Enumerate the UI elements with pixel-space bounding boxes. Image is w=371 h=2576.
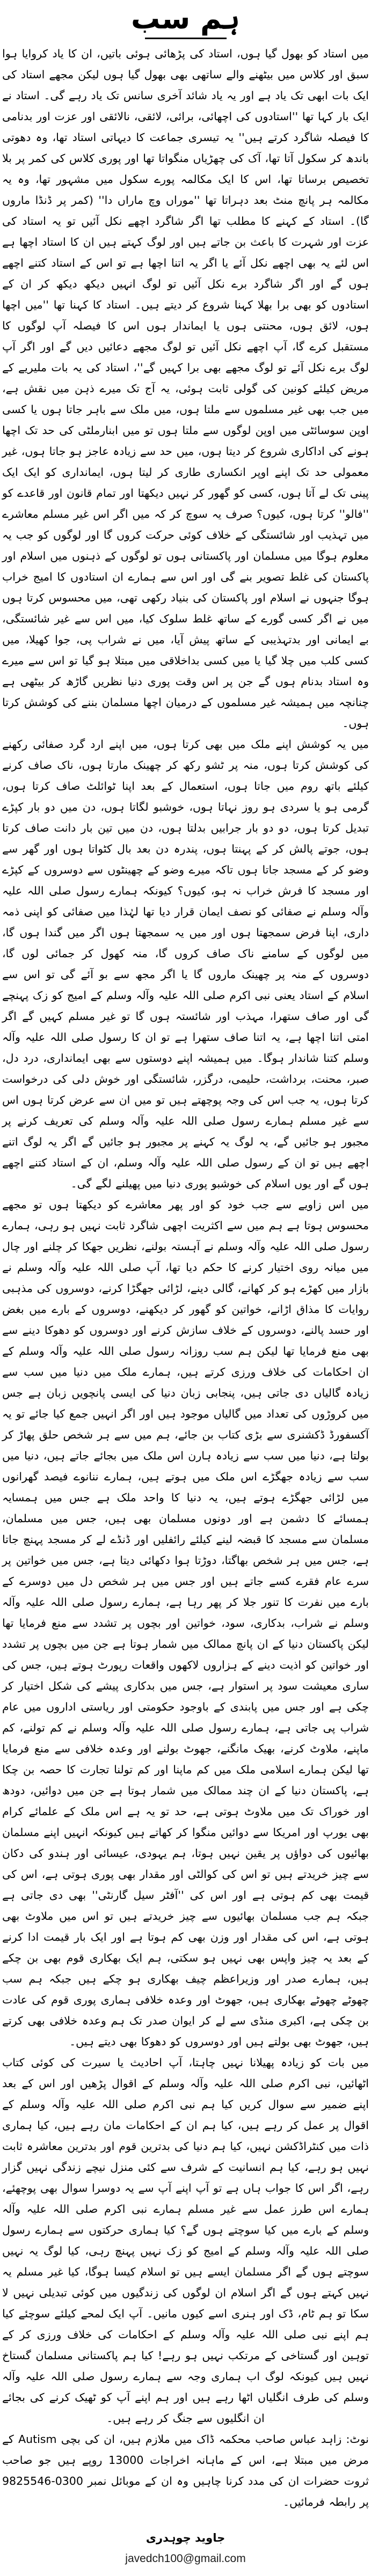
article-paragraph-2: میں یہ کوشش اپنے ملک میں بھی کرتا ہوں، میں اپنے ارد گرد صفائی رکھنے کی کوشش کرتا ہوں، منہ پر ٹشو رکھ کر چھینک مارتا ہوں، ناک صاف کرنے کیلئے باتھ روم میں جاتا ہوں، استعمال کے بعد اپنا ٹوائلٹ صاف کرتا ہوں، گرمی ہو یا سردی ہو روز نہاتا ہوں، خوشبو لگاتا ہوں، دن میں دو بار کپڑے تبدیل کرتا ہوں، دو دو بار جرابیں بدلتا ہوں، دن میں تین بار دانت صاف کرتا ہوں، جوتے پالش کر کے پہنتا ہوں، پندرہ دن بعد بال کٹواتا ہوں اور گھر سے وضو کر کے مسجد جاتا ہوں تاکہ میرے وضو کے چھینٹوں سے دوسروں کے کپڑے اور مسجد کا فرش خراب نہ ہو، کیوں؟ کیونکہ ہمارے رسول صلی اللہ علیہ وآلہ وسلم نے صفائی کو نصف ایمان قرار دیا تھا لہٰذا میں صفائی کو اپنی ذمہ داری، اپنا فرض سمجھتا ہوں اور میں یہ سمجھتا ہوں اگر میں گندا ہوں گا، میں لوگوں کے سامنے ناک صاف کروں گا، منہ کھول کر جمائی لوں گا، دوسروں کے منہ پر چھینک ماروں گا یا اگر مجھ سے بو آئے گی تو اس سے اسلام کے استاد یعنی نبی اکرم صلی اللہ علیہ وآلہ وسلم کے امیج کو زک پہنچے گی اور صاف ستھرا، مہذب اور شائستہ ہوں گا تو غیر مسلم کہیں گے اگر امتی اتنا اچھا ہے، یہ اتنا صاف ستھرا ہے تو ان کا رسول صلی اللہ علیہ وآلہ وسلم کتنا شاندار ہوگا۔ میں ہمیشہ اپنے دوستوں سے بھی ایمانداری، درد دل، صبر، محنت، برداشت، حلیمی، درگزر، شائستگی اور خوش دلی کی درخواست کرتا ہوں، یہ جب اس کی وجہ پوچھتے ہیں تو میں ان سے عرض کرتا ہوں اس سے غیر مسلم ہمارے رسول صلی اللہ علیہ وآلہ وسلم کی تعریف کرنے پر مجبور ہو جائیں گے، یہ لوگ یہ کہنے پر مجبور ہو جائیں گے اگر یہ لوگ اتنے اچھے ہیں تو ان کے رسول صلی اللہ علیہ وآلہ وسلم، ان کے استاد کتنے اچھے ہوں گے اور یوں اسلام کی خوشبو پوری دنیا میں پھیلنے لگے گی۔ [2,738,369,1191]
article-header [2,1,369,39]
article-footer [2,2531,369,2565]
article-title: ہم سب [130,2,241,35]
author-name: جاوید چوہدری [146,2531,225,2545]
article-body [2,43,369,2513]
article-paragraph-3: میں اس زاویے سے جب خود کو اور پھر معاشرے کو دیکھتا ہوں تو مجھے محسوس ہوتا ہے ہم میں سے اکثریت اچھی شاگرد ثابت نہیں ہو رہی، ہمارے رسول صلی اللہ علیہ وآلہ وسلم نے آہستہ بولنے، نظریں جھکا کر چلنے اور چال میں میانہ روی اختیار کرنے کا حکم دیا تھا، آپ صلی اللہ علیہ وآلہ وسلم نے بازار میں کھڑے ہو کر کھانے، گالی دینے، لڑائی جھگڑا کرنے، دوسروں کی مذہبی روایات کا مذاق اڑانے، خواتین کو گھور کر دیکھنے، دوسروں کے بارے میں بغض اور حسد پالنے، دوسروں کے خلاف سازش کرنے اور دوسروں کو دھوکا دینے سے بھی منع فرمایا تھا لیکن ہم سب روزانہ رسول صلی اللہ علیہ وآلہ وسلم کے ان احکامات کی خلاف ورزی کرتے ہیں، ہمارے ملک میں دنیا میں سب سے زیادہ گالیاں دی جاتی ہیں، پنجابی زبان دنیا کی ایسی پانچویں زبان ہے جس میں کروڑوں کی تعداد میں گالیاں موجود ہیں اور اگر انہیں جمع کیا جائے تو یہ آکسفورڈ ڈکشنری سے بڑی کتاب بن جائے، ہم میں سے ہر شخص حلق پھاڑ کر بولتا ہے، دنیا میں سب سے زیادہ ہارن اس ملک میں بجائے جاتے ہیں، دنیا میں سب سے زیادہ جھگڑے اس ملک میں ہوتے ہیں، ہمارے ننانوے فیصد گھرانوں میں لڑائی جھگڑے ہوتے ہیں، یہ دنیا کا واحد ملک ہے جس میں ہمسایہ ہمسائے کا دشمن ہے اور دونوں مسلمان بھی ہیں، جس میں مسلمان، مسلمان سے مسجد کا قبضہ لینے کیلئے رائفلیں اور ڈنڈے لے کر مسجد پہنچ جاتا ہے، جس میں ہر شخص بھاگتا، دوڑتا ہوا دکھائی دیتا ہے، جس میں خواتین پر سرے عام فقرے کسے جاتے ہیں اور جس میں ہر شخص دل میں دوسرے کے بارے میں نفرت کا تنور جلا کر پھر رہا ہے، ہمارے رسول صلی اللہ علیہ وآلہ وسلم نے شراب، بدکاری، سود، خواتین اور بچوں پر تشدد سے منع فرمایا تھا لیکن پاکستان دنیا کے ان پانچ ممالک میں شمار ہوتا ہے جن میں بچوں پر تشدد اور خواتین کو اذیت دینے کے ہزاروں لاکھوں واقعات رپورٹ ہوتے ہیں، جس کی ساری معیشت سود پر استوار ہے، جس میں بدکاری پیشے کی شکل اختیار کر چکی ہے اور جس میں پابندی کے باوجود حکومتی اور ریاستی اداروں میں عام شراب پی جاتی ہے، ہمارے رسول صلی اللہ علیہ وآلہ وسلم نے کم تولنے، کم ماپنے، ملاوٹ کرنے، بھیک مانگنے، جھوٹ بولنے اور وعدہ خلافی سے منع فرمایا تھا لیکن ہمارے اسلامی ملک میں کم ماپنا اور کم تولنا تجارت کا حصہ بن چکا ہے، پاکستان دنیا کے ان چند ممالک میں شمار ہوتا ہے جن میں دوائیں، دودھ اور خوراک تک میں ملاوٹ ہوتی ہے، حد تو یہ ہے اس ملک کے علمائے کرام بھی یورپ اور امریکا سے دوائیں منگوا کر کھاتے ہیں کیونکہ انہیں اپنے مسلمان بھائیوں کی دواؤں پر یقین نہیں ہوتا، ہم یہودی، عیسائی اور ہندو کی دکان سے چیز خریدتے ہیں تو اس کی کوالٹی اور مقدار بھی پوری ہوتی ہے، اس کی قیمت بھی کم ہوتی ہے اور اس کی ''آفٹر سیل گارنٹی'' بھی دی جاتی ہے جبکہ ہم جب مسلمان بھائیوں سے چیز خریدتے ہیں تو اس میں ملاوٹ بھی ہوتی ہے، اس کی مقدار اور وزن بھی کم ہوتا ہے اور ایک بار قیمت ادا کرنے کے بعد یہ چیز واپس بھی نہیں ہو سکتی، ہم ایک بھکاری قوم بھی بن چکے ہیں، ہمارے صدر اور وزیراعظم چیف بھکاری ہو چکے ہیں جبکہ ہم سب چھوٹے چھوٹے بھکاری ہیں، جھوٹ اور وعدہ خلافی ہماری پوری قوم کی عادت بن چکی ہے، اکبری منڈی سے لے کر ایوان صدر تک ہم وعدہ خلافی بھی کرتے ہیں، جھوٹ بھی بولتے ہیں اور دوسروں کو دھوکا بھی دیتے ہیں۔ [2,1198,369,2049]
article-paragraph-1: میں استاد کو بھول گیا ہوں، استاد کی پڑھائی ہوئی باتیں، ان کا یاد کروایا ہوا سبق اور کلاس میں بیٹھنے والے ساتھی بھی بھول گیا ہوں لیکن مجھے استاد کی ایک بات ابھی تک یاد ہے اور یہ یاد شائد آخری سانس تک یاد رہے گی۔ استاد نے ایک بار کہا تھا ''استادوں کی اچھائی، برائی، لائقی، نالائقی اور عزت اور بدنامی کا فیصلہ شاگرد کرتے ہیں'' یہ تیسری جماعت کا دیہاتی استاد تھا، وہ دھوتی باندھ کر سکول آتا تھا، آک کی چھڑیاں منگواتا تھا اور پوری کلاس کی کمر پر بلا تخصیص برساتا تھا، اس کا ایک مکالمہ پورے سکول میں مشہور تھا، وہ یہ مکالمہ ہر پانچ منٹ بعد دہراتا تھا ''موراں وچ ماراں دا'' (کمر پر ڈنڈا ماروں گا)۔ استاد کے کہنے کا مطلب تھا اگر شاگرد اچھے نکل آئیں تو یہ استاد کی عزت اور شہرت کا باعث بن جاتے ہیں اور لوگ کہتے ہیں ان کا استاد اچھا ہے اس لئے یہ بھی اچھے نکل آئے یا اگر یہ اتنا اچھا ہے تو اس کے استاد کتنے اچھے ہوں گے اور اگر شاگرد برے نکل آئیں تو لوگ انہیں دیکھ دیکھ کر ان کے استادوں کو بھی برا بھلا کہنا شروع کر دیتے ہیں۔ استاد کا کہنا تھا ''میں اچھا ہوں، لائق ہوں، محنتی ہوں یا ایماندار ہوں اس کا فیصلہ آپ لوگوں کا مستقبل کرے گا، آپ اچھے نکل آئیں تو لوگ مجھے دعائیں دیں گے اور اگر آپ لوگ برے نکل آئے تو لوگ مجھے بھی برا کہیں گے''، استاد کی یہ بات ملیریے کے مریض کیلئے کونین کی گولی ثابت ہوئی، یہ آج تک میرے ذہن میں نقش ہے، میں جب بھی غیر مسلموں سے ملتا ہوں، میں ملک سے باہر جاتا ہوں یا کسی اوپن سوسائٹی میں اوپن لوگوں سے ملتا ہوں تو میں ابنارملٹی کی حد تک اچھا ہونے کی اداکاری شروع کر دیتا ہوں، میں حد سے زیادہ عاجز ہو جاتا ہوں، غیر معمولی حد تک اپنے اوپر انکساری طاری کر لیتا ہوں، ایمانداری کو ایک ایک پینی تک لے آتا ہوں، کسی کو گھور کر نہیں دیکھتا اور تمام قانون اور قاعدے کو ''فالو'' کرتا ہوں، کیوں؟ صرف یہ سوچ کر کہ میں اگر اس غیر مسلم معاشرے میں تہذیب اور شائستگی کے خلاف کوئی حرکت کروں گا اور لوگوں کو جب یہ معلوم ہوگا میں مسلمان اور پاکستانی ہوں تو لوگوں کے ذہنوں میں اسلام اور پاکستان کی غلط تصویر بنے گی اور اس سے ہمارے ان استادوں کا امیج خراب ہوگا جنہوں نے اسلام اور پاکستان کی بنیاد رکھی تھی، میں محسوس کرتا ہوں میں نے اگر کسی گورے کے ساتھ غلط سلوک کیا، میں اس سے غیر شائستگی، بے ایمانی اور بدتہذیبی کے ساتھ پیش آیا، میں نے شراب پی، جوا کھیلا، میں کسی کلب میں چلا گیا یا میں کسی بداخلاقی میں مبتلا ہو گیا تو اس سے میرے وہ استاد بدنام ہوں گے جن پر اس وقت پوری دنیا نظریں گاڑھ کر بیٹھی ہے چنانچہ میں ہمیشہ غیر مسلموں کے درمیان اچھا مسلمان بننے کی کوشش کرتا ہوں۔ [2,47,369,730]
article-paragraph-4: میں بات کو زیادہ پھیلانا نہیں چاہتا، آپ احادیث یا سیرت کی کوئی کتاب اٹھائیں، نبی اکرم صلی اللہ علیہ وآلہ وسلم کے اقوال پڑھیں اور اس کے بعد اپنے ضمیر سے سوال کریں کیا ہم نبی اکرم صلی اللہ علیہ وآلہ وسلم کے اقوال پر عمل کر رہے ہیں، کیا ہم ان کے احکامات مان رہے ہیں، کیا ہماری ذات میں کنٹراڈکشن نہیں، کیا ہم دنیا کی بدترین قوم اور بدترین معاشرہ ثابت نہیں ہو رہے، کیا ہم انسانیت کے شرف سے کئی منزل نیچے زندگی نہیں گزار رہے، اگر اس کا جواب ہاں ہے تو آپ اپنے آپ سے یہ دوسرا سوال بھی پوچھئے، ہمارے اس طرز عمل سے غیر مسلم ہمارے نبی اکرم صلی اللہ علیہ وآلہ وسلم کے بارے میں کیا سوچتے ہوں گے؟ کیا ہماری حرکتوں سے ہمارے رسول صلی اللہ علیہ وآلہ وسلم کے امیج کو زک نہیں پہنچ رہی، کیا لوگ یہ نہیں سوچتے ہوں گے اگر مسلمان ایسے ہیں تو اسلام کیسا ہوگا، کیا غیر مسلم یہ نہیں کہتے ہوں گے اگر اسلام ان لوگوں کی زندگیوں میں کوئی تبدیلی نہیں لا سکا تو ہم ٹام، ڈک اور ہنری اسے کیوں مانیں۔ آپ ایک لمحے کیلئے سوچئے کیا ہم اپنے نبی صلی اللہ علیہ وآلہ وسلم کے احکامات کی خلاف ورزی کر کے توہین اور گستاخی کے مرتکب نہیں ہو رہے! کیا ہم پاکستانی مسلمان گستاخ نہیں ہیں کیونکہ لوگ اب ہماری وجہ سے ہمارے رسول صلی اللہ علیہ وآلہ وسلم کی طرف انگلیاں اٹھا رہے ہیں اور ہم اپنے آپ کو ٹھیک کرنے کی بجائے ان انگلیوں سے جنگ کر رہے ہیں۔ [2,2056,369,2425]
title-underline-rule [145,38,227,39]
editor-note: نوٹ: زاہد عباس صاحب محکمہ ڈاک میں ملازم ہیں، ان کی بچی Autism کے مرض میں مبتلا ہے، اس کے ماہانہ اخراجات 13000 روپے ہیں جو صاحب ثروت حضرات ان کی مدد کرنا چاہیں وہ ان کے موبائل نمبر 0300-9825546 پر رابطہ فرمائیں۔ [2,2433,369,2509]
author-email: javedch100@gmail.com [125,2552,246,2565]
